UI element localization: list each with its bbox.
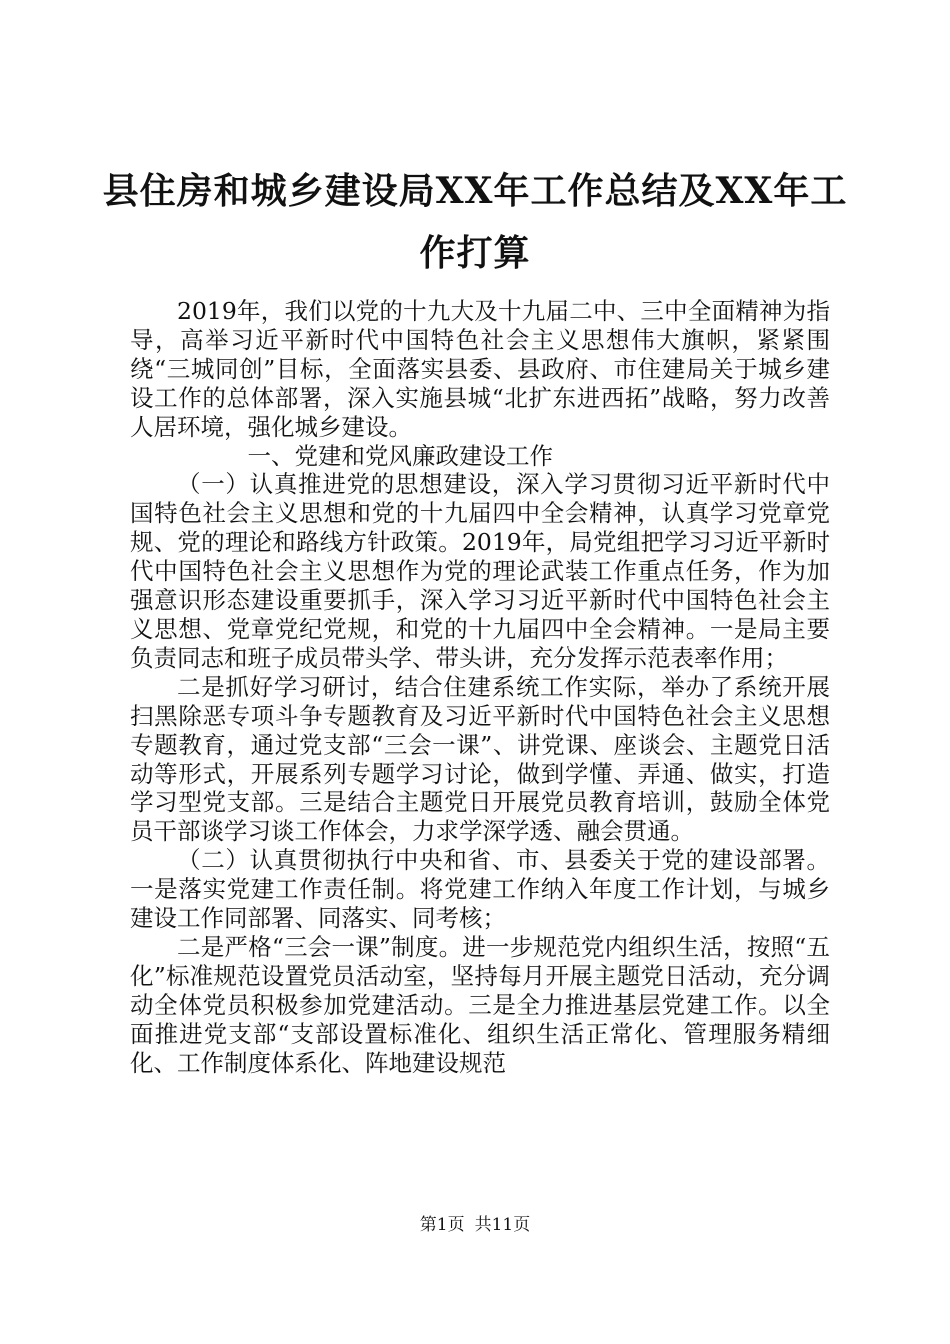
page-footer: [0, 1213, 950, 1237]
paragraph-1-3: （二）认真贯彻执行中央和省、市、县委关于党的建设部署。一是落实党建工作责任制。将党建工作纳入年度工作计划，与城乡建设工作同部署、同落实、同考核；: [130, 846, 830, 933]
document-title: [100, 160, 850, 284]
section-heading-1: 一、党建和党风廉政建设工作: [247, 441, 553, 470]
paragraph-intro: 2019年，我们以党的十九大及十九届二中、三中全面精神为指导，高举习近平新时代中国特色社会主义思想伟大旗帜，紧紧围绕“三城同创”目标，全面落实县委、县政府、市住建局关于城乡建设工作的总体部署，深入实施县城“北扩东进西拓”战略，努力改善人居环境，强化城乡建设。: [130, 297, 830, 441]
page-number-total: 共11页: [474, 1215, 531, 1235]
paragraph-1-1: （一）认真推进党的思想建设，深入学习贯彻习近平新时代中国特色社会主义思想和党的十九届四中全会精神，认真学习党章党规、党的理论和路线方针政策。2019年，局党组把学习习近平新时代中国特色社会主义思想作为党的理论武装工作重点任务，作为加强意识形态建设重要抓手，深入学习习近平新时代中国特色社会主义思想、党章党纪党规，和党的十九届四中全会精神。一是局主要负责同志和班子成员带头学、带头讲，充分发挥示范表率作用；: [130, 470, 830, 672]
page-number-current: 第1页: [419, 1215, 465, 1235]
title-line-2: 作打算: [419, 232, 531, 274]
paragraph-1-4: 二是严格“三会一课”制度。进一步规范党内组织生活，按照“五化”标准规范设置党员活动室，坚持每月开展主题党日活动，充分调动全体党员积极参加党建活动。三是全力推进基层党建工作。以全面推进党支部“支部设置标准化、组织生活正常化、管理服务精细化、工作制度体系化、阵地建设规范: [130, 932, 830, 1077]
document-body: [130, 297, 830, 1077]
paragraph-1-2: 二是抓好学习研讨，结合住建系统工作实际，举办了系统开展扫黑除恶专项斗争专题教育及习近平新时代中国特色社会主义思想专题教育，通过党支部“三会一课”、讲党课、座谈会、主题党日活动等形式，开展系列专题学习讨论，做到学懂、弄通、做实，打造学习型党支部。三是结合主题党日开展党员教育培训，鼓励全体党员干部谈学习谈工作体会，力求学深学透、融会贯通。: [130, 672, 830, 846]
title-line-1: 县住房和城乡建设局XX年工作总结及XX年工: [102, 170, 848, 212]
